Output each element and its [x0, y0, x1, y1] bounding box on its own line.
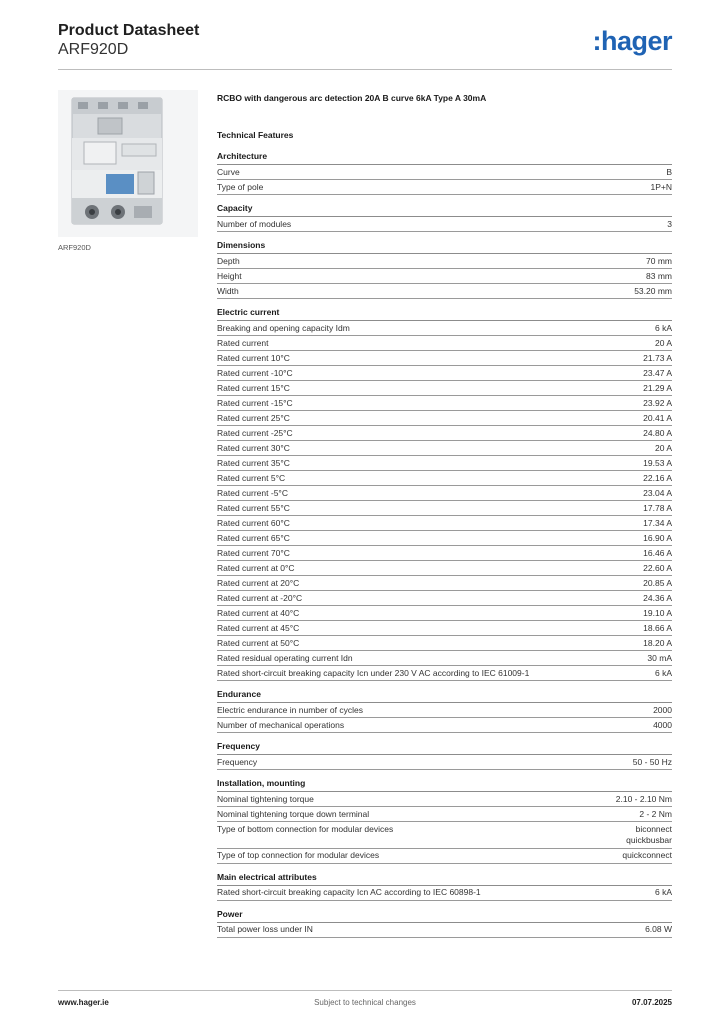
spec-value	[643, 353, 672, 365]
spec-value-line: 6 kA	[654, 887, 672, 897]
spec-label: Rated current 65°C	[217, 532, 290, 543]
spec-value-line: B	[666, 166, 672, 177]
spec-row	[217, 591, 672, 606]
spec-label: Rated current 70°C	[217, 547, 290, 558]
spec-value-line: 1P+N	[650, 181, 672, 192]
spec-section	[217, 203, 672, 232]
spec-value-line: 24.36 A	[643, 592, 672, 603]
spec-row	[217, 886, 672, 901]
spec-value-line: 19.53 A	[643, 457, 672, 468]
spec-row	[217, 471, 672, 486]
spec-row	[217, 396, 672, 411]
spec-row	[217, 576, 672, 591]
spec-value-line: 21.73 A	[643, 352, 672, 363]
spec-value	[667, 219, 672, 231]
spec-value	[643, 608, 672, 620]
footer-website: www.hager.ie	[58, 998, 109, 1007]
spec-value-line: 70 mm	[646, 255, 672, 266]
spec-row	[217, 531, 672, 546]
spec-label: Rated short-circuit breaking capacity Icn AC according to IEC 60898-1	[217, 887, 481, 897]
spec-row	[217, 621, 672, 636]
spec-value	[643, 578, 672, 590]
spec-value	[643, 383, 672, 395]
spec-value-line: 21.29 A	[643, 382, 672, 393]
spec-value-line: 2000	[653, 704, 672, 715]
spec-label: Rated current at -20°C	[217, 592, 303, 603]
spec-value	[616, 794, 672, 806]
spec-value	[647, 653, 672, 665]
spec-section	[217, 872, 672, 901]
spec-label: Rated current at 20°C	[217, 577, 300, 588]
spec-label: Rated current at 45°C	[217, 622, 300, 633]
spec-value	[643, 368, 672, 380]
spec-label: Electric endurance in number of cycles	[217, 704, 363, 715]
spec-value-line: 19.10 A	[643, 607, 672, 618]
spec-row	[217, 651, 672, 666]
spec-value	[653, 720, 672, 732]
spec-sections	[217, 151, 672, 938]
spec-value-line: 20.41 A	[643, 412, 672, 423]
spec-value	[643, 533, 672, 545]
spec-value-line: 53.20 mm	[634, 285, 672, 296]
footer-notice: Subject to technical changes	[314, 998, 416, 1007]
spec-value-line: 3	[667, 218, 672, 229]
spec-section	[217, 909, 672, 938]
spec-value-line: 20 A	[654, 442, 672, 453]
spec-row	[217, 703, 672, 718]
spec-value-line: 23.47 A	[643, 367, 672, 378]
spec-value	[655, 323, 672, 335]
spec-value-line: 23.92 A	[643, 397, 672, 408]
spec-value	[639, 809, 672, 821]
spec-value	[655, 443, 672, 455]
spec-value	[643, 593, 672, 605]
section-title: Capacity	[217, 203, 672, 217]
spec-value-line: quickconnect	[622, 850, 672, 860]
doc-subtitle: ARF920D	[58, 41, 129, 58]
spec-value	[633, 757, 672, 769]
spec-value	[646, 271, 672, 283]
technical-features-heading: Technical Features	[217, 130, 294, 140]
spec-label: Rated current at 50°C	[217, 637, 300, 648]
spec-value-line: 20.85 A	[643, 577, 672, 588]
spec-row	[217, 666, 672, 681]
spec-value	[643, 428, 672, 440]
footer-divider	[58, 990, 672, 991]
spec-row	[217, 561, 672, 576]
section-title: Main electrical attributes	[217, 872, 672, 886]
spec-label: Width	[217, 285, 239, 296]
spec-value-line: 6.08 W	[645, 924, 672, 934]
spec-row	[217, 849, 672, 864]
spec-value	[643, 638, 672, 650]
spec-value	[655, 668, 672, 680]
spec-label: Depth	[217, 255, 240, 266]
spec-row	[217, 923, 672, 938]
spec-value-line: 24.80 A	[643, 427, 672, 438]
spec-row	[217, 807, 672, 822]
spec-label: Number of mechanical operations	[217, 719, 345, 730]
spec-label: Rated current	[217, 337, 269, 348]
spec-label: Nominal tightening torque	[217, 793, 314, 804]
spec-value	[643, 623, 672, 635]
spec-value-line: 16.90 A	[643, 532, 672, 543]
spec-value-line: 4000	[653, 719, 672, 730]
spec-value	[643, 488, 672, 500]
spec-label: Breaking and opening capacity Idm	[217, 322, 350, 333]
page-header	[58, 21, 672, 69]
spec-label: Rated short-circuit breaking capacity Icn under 230 V AC according to IEC 61009-1	[217, 667, 530, 678]
spec-value	[655, 338, 672, 350]
spec-row	[217, 501, 672, 516]
spec-label: Rated residual operating current Idn	[217, 652, 353, 663]
spec-row	[217, 180, 672, 195]
spec-value-line: 30 mA	[647, 652, 672, 663]
spec-label: Rated current 55°C	[217, 502, 290, 513]
spec-value	[651, 182, 673, 194]
spec-label: Number of modules	[217, 218, 292, 229]
spec-row	[217, 441, 672, 456]
spec-value	[622, 850, 672, 862]
spec-label: Frequency	[217, 756, 258, 767]
spec-section	[217, 151, 672, 195]
spec-value	[643, 473, 672, 485]
spec-label: Rated current 5°C	[217, 472, 286, 483]
spec-label: Total power loss under IN	[217, 924, 313, 934]
spec-row	[217, 486, 672, 501]
spec-label: Rated current 35°C	[217, 457, 290, 468]
spec-row	[217, 546, 672, 561]
section-title: Dimensions	[217, 240, 672, 254]
spec-row	[217, 606, 672, 621]
section-title: Installation, mounting	[217, 778, 672, 792]
spec-row	[217, 217, 672, 232]
spec-value	[643, 503, 672, 515]
spec-label: Rated current 30°C	[217, 442, 290, 453]
spec-section	[217, 307, 672, 681]
spec-row	[217, 516, 672, 531]
spec-label: Nominal tightening torque down terminal	[217, 808, 370, 819]
spec-row	[217, 269, 672, 284]
product-name: RCBO with dangerous arc detection 20A B curve 6kA Type A 30mA	[217, 93, 487, 103]
spec-label: Rated current at 0°C	[217, 562, 295, 573]
footer-date: 07.07.2025	[631, 998, 672, 1007]
spec-value-line: 18.66 A	[643, 622, 672, 633]
section-title: Architecture	[217, 151, 672, 165]
spec-value-line: biconnect	[635, 823, 672, 834]
spec-value	[626, 824, 672, 847]
spec-row	[217, 411, 672, 426]
header-divider	[58, 69, 672, 70]
spec-row	[217, 755, 672, 770]
spec-label: Type of top connection for modular devices	[217, 850, 380, 860]
spec-value	[655, 887, 672, 899]
spec-row	[217, 336, 672, 351]
product-image	[58, 90, 198, 237]
spec-value	[643, 413, 672, 425]
spec-value-line: 23.04 A	[643, 487, 672, 498]
section-title: Electric current	[217, 307, 672, 321]
spec-value	[666, 167, 672, 179]
image-caption: ARF920D	[58, 243, 91, 252]
spec-label: Rated current at 40°C	[217, 607, 300, 618]
spec-label: Rated current 15°C	[217, 382, 290, 393]
spec-label: Curve	[217, 166, 240, 177]
spec-row	[217, 254, 672, 269]
spec-row	[217, 792, 672, 807]
spec-value-line: 6 kA	[654, 322, 672, 333]
spec-label: Rated current 60°C	[217, 517, 290, 528]
spec-label: Height	[217, 270, 242, 281]
spec-row	[217, 381, 672, 396]
spec-section	[217, 240, 672, 299]
spec-row	[217, 426, 672, 441]
section-title: Power	[217, 909, 672, 923]
spec-row	[217, 822, 672, 849]
spec-row	[217, 321, 672, 336]
spec-value-line: 18.20 A	[643, 637, 672, 648]
spec-label: Rated current -15°C	[217, 397, 293, 408]
spec-label: Rated current -10°C	[217, 367, 293, 378]
spec-value-line: 17.34 A	[643, 517, 672, 528]
spec-value	[643, 458, 672, 470]
spec-section	[217, 778, 672, 864]
spec-value-line: 6 kA	[654, 667, 672, 678]
hager-logo: :hager	[592, 26, 672, 56]
spec-value-line: 83 mm	[646, 270, 672, 281]
spec-section	[217, 741, 672, 770]
spec-row	[217, 636, 672, 651]
spec-value-line: 20 A	[654, 337, 672, 348]
spec-value	[646, 256, 672, 268]
spec-row	[217, 456, 672, 471]
spec-value	[645, 924, 672, 936]
spec-value	[643, 398, 672, 410]
doc-title: Product Datasheet	[58, 22, 200, 39]
spec-value	[643, 518, 672, 530]
spec-value	[653, 705, 672, 717]
spec-value	[634, 286, 672, 298]
spec-label: Type of pole	[217, 181, 264, 192]
spec-section	[217, 689, 672, 733]
spec-label: Rated current -25°C	[217, 427, 293, 438]
spec-value-line: 16.46 A	[643, 547, 672, 558]
spec-value-line: 50 - 50 Hz	[632, 756, 672, 767]
section-title: Frequency	[217, 741, 672, 755]
spec-value-line: 22.16 A	[643, 472, 672, 483]
spec-row	[217, 718, 672, 733]
spec-value-line: 2 - 2 Nm	[639, 808, 672, 819]
spec-label: Rated current 25°C	[217, 412, 290, 423]
spec-value	[643, 563, 672, 575]
spec-row	[217, 366, 672, 381]
spec-label: Rated current 10°C	[217, 352, 290, 363]
spec-row	[217, 284, 672, 299]
section-title: Endurance	[217, 689, 672, 703]
spec-value-line: 2.10 - 2.10 Nm	[615, 793, 672, 804]
spec-label: Rated current -5°C	[217, 487, 288, 498]
spec-value-line: 22.60 A	[643, 562, 672, 573]
spec-value	[643, 548, 672, 560]
spec-value-line: 17.78 A	[643, 502, 672, 513]
spec-row	[217, 165, 672, 180]
rcbo-device-image	[58, 90, 198, 237]
spec-label: Type of bottom connection for modular devices	[217, 823, 394, 834]
datasheet-content	[217, 93, 672, 946]
spec-value-line: quickbusbar	[626, 835, 672, 845]
spec-row	[217, 351, 672, 366]
